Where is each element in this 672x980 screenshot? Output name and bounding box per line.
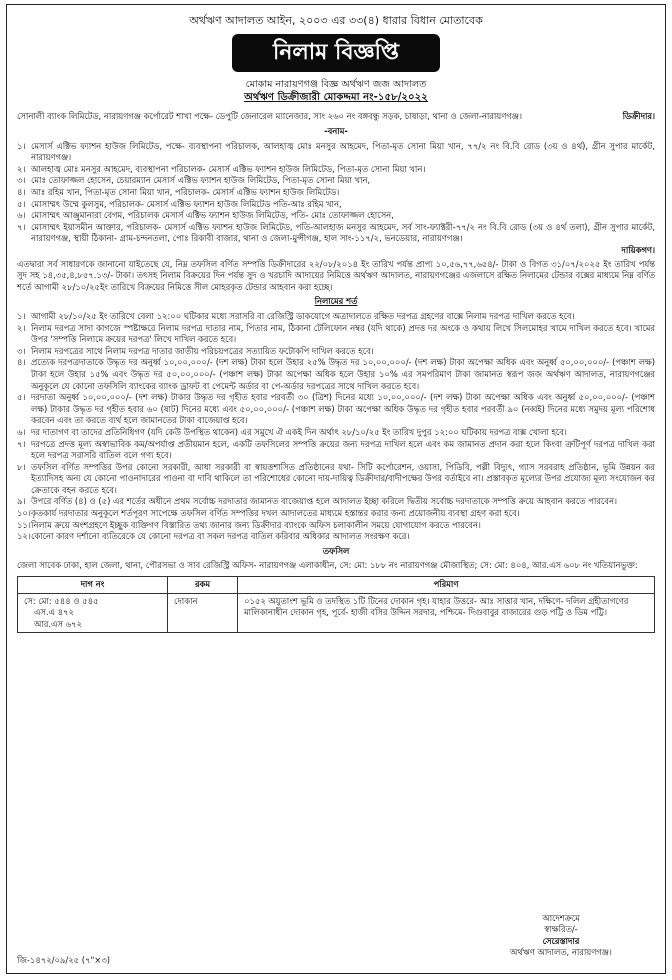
list-item: ৩। মোঃ তোফাজ্জল হোসেন, চেয়ারম্যান মেসার্স এক্টিভ ফ্যাশন হাউজ লিমিটেড, পিতা-মৃত সোনা মিয়া খান,	[17, 175, 371, 186]
list-item: ৮। তফসিল বর্ণিত সম্পত্তির উপর কোনো সরকারী, আধা সরকারী বা স্বায়ত্তশাসিত প্রতিষ্ঠানের যথা- সিটি কর্পোরেশন, ওয়াসা, পিডিবি, পল্লী বিদ্যুৎ, গ্যাস সরবরাহ প্রতিষ্ঠান, ভূমি উন্নয়ন কর ইত্যাদিসহ অন্য যে কোনো পাওনাদারের পাওনা বা দাবি থাকিলে তা পরিশোধের কোনো দায়-দায়িত্ব ডিক্রীদার/বাদীপক্ষের উপর বর্তাইবে না। প্রস্তাবকৃত মূল্যের উপর প্রযোজ্য মূল্য সংযোজন কর ক্রেতাকে বহন করতে হবে।	[17, 461, 655, 495]
list-item: ৪। আঃ রহিম খান, পিতা-মৃত সোনা মিয়া খান, পরিচালক- মেসার্স এক্টিভ ফ্যাশন হাউজ লিমিটেড।	[17, 187, 340, 198]
schedule-table	[17, 576, 655, 633]
debtors-list	[17, 141, 655, 245]
signature-block: আদেশক্রমে স্বাক্ষরিত/- সেরেস্তাদার অর্থঋণ আদালত, নারায়ণগঞ্জ।	[510, 912, 612, 958]
list-item: ৭। মোসাম্মৎ ইয়াসমীন আক্তার, পরিচালক- মেসার্স এক্টিভ ফ্যাশন হাউজ লিমিটেড, পতি-আলহাজ মনসুর আহমেদ, সর্ব সাং-ফ্যাক্টরী-৭৭/২ নং বি.বি রোড (৩য় ও ৪র্থ তলা), গ্রীন সুপার মার্কেট, নারায়ণগঞ্জ, স্থায়ী ঠিকানা- গ্রাম-চন্দনতলা, পোঃ রিকাবী বাজার, থানা ও জেলা-মুন্সীগঞ্জ, হাল সাং-১১৭/২, ভনডেয়ার, নারায়ণগঞ্জ।	[17, 221, 655, 244]
act-reference: অর্থঋণ আদালত আইন, ২০০৩ এর ৩৩(৪) ধারার বিধান মোতাবেক	[189, 14, 483, 27]
list-item: ১২। কোনো কারণ দর্শানো ব্যতিরেকে যে কোনো দরপত্র বা সকল দরপত্র বাতিল করিবার অধিকার আদালত সংরক্ষণ করে।	[17, 531, 410, 542]
header-amount: পরিমাণ	[238, 577, 655, 594]
conditions-list	[17, 311, 655, 543]
list-item: ৭। দরপত্রে প্রদত্ত মূল্য অস্বাভাবিক কম/অপর্যাপ্ত প্রতীয়মান হলে, একটি তফসিলের সম্পত্তি ক্রয়ের জন্য দরপত্র দাখিল হলে এবং কম জামানত প্রদান করা হলে কিংবা ত্রুটিপূর্ণ দরপত্র দাখিল করা হলে দরপত্র সরাসরি বাতিল বলে গণ্য হবে।	[17, 438, 655, 461]
list-item: ৪। প্রত্যেক দরপত্রদাতাকে উদ্ধৃত দর অনুর্ধ্ব ১০,০০,০০০/- (দশ লক্ষ) টাকা হলে উহার ২৫% উদ্ধৃত দর ১০,০০,০০০/- (দশ লক্ষ) টাকা অপেক্ষা অধিক এবং অনুর্ধ্ব ৫০,০০,০০০/- (পঞ্চাশ লক্ষ) টাকা হলে উহার ১৫% এবং উদ্ধৃত দর ৫০,০০,০০০/- (পঞ্চাশ লক্ষ) টাকা অপেক্ষা অধিক হলে উহার ১০% এর সমপরিমাণ টাকা জামানত স্বরূপ জজ অর্থঋণ আদালত, নারায়ণগঞ্জের অনুকূলে যে কোনো তফসিলি ব্যাংকের ব্যাংক ড্রাফট বা পেমেন্ট অর্ডার বা পে-অর্ডার দরপত্রের সাথে দাখিল করতে হবে।	[17, 357, 655, 391]
header-dag: দাগ নং	[18, 577, 168, 594]
list-item: ৯। উপরে বর্ণিত (৪) ও (৫) এর শর্তের অধীনে প্রথম সর্বোচ্চ দরদাতার জামানত বাজেয়াপ্ত হলে আদালত ইচ্ছা করিলে দ্বিতীয় সর্বোচ্চ দরদাতাকে সম্পত্তি ক্রয়ে আহবান করতে পারবেন।	[17, 496, 617, 507]
debtors-label: দায়িকগণ।	[621, 245, 655, 256]
list-item: ২। আলহাজ্ব মোঃ মনসুর আহমেদ, ব্যবস্থাপনা পরিচালক- মেসার্স এক্টিভ ফ্যাশন হাউজ লিমিটেড, পিতা-মৃত সোনা মিয়া খান।	[17, 163, 426, 174]
cell-kind: দোকান	[168, 593, 238, 633]
list-item: ১০। কৃতকার্য দরদাতার অনুকূলে শর্তপূরণ সাপেক্ষে তফসিল বর্ণিত সম্পত্তির দখল আদালতের মাধ্যমে হস্তান্তর করার জন্য প্রয়োজনীয় ব্যবস্থা গ্রহণ করা হবে।	[17, 508, 520, 519]
list-item: ৫। দরদাতা অনুর্ধ্ব ১০,০০,০০০/- (দশ লক্ষ) টাকার উদ্ধৃত দর গৃহীত হবার পরবর্তী ৩০ (ত্রিশ) দিনের মধ্যে ১০,০০,০০০/- (দশ লক্ষ) টাকা অপেক্ষা অধিক এবং অনুর্ধ্ব ৫০,০০,০০০/- (পঞ্চাশ লক্ষ) টাকার উদ্ধৃত দর গৃহীত হবার ৬০ (ষাট) দিনের মধ্যে এবং ৫০,০০,০০০/- (পঞ্চাশ লক্ষ) টাকা অপেক্ষা অধিক উদ্ধৃত দর গৃহীত হবার পরবর্তী ৯০ (নব্বই) দিনের মধ্যে সমুদয় মূল্য পরিশোধ করবেন এবং তা করতে ব্যর্থ হলে জামানতের টাকা বাজেয়াপ্ত হবে।	[17, 392, 655, 426]
decree-holder-text: সোনালী ব্যাংক লিমিটেড, নারায়ণগঞ্জ কর্পোরেট শাখা পক্ষে- ডেপুটি জেনারেল ম্যানেজার, সাং ২৬০ নং বঙ্গবন্ধু সড়ক, চাষাড়া, থানা ও জেলা-নারায়ণগঞ্জ।	[17, 111, 522, 122]
intro-paragraph: এতদ্বারা সর্ব সাধারণকে জানানো যাইতেছে যে, নিম্ন তফসিল বর্ণিত সম্পত্তি ডিক্রীদারের ২২/০৮/২০১৪ ইং তারিখ পর্যন্ত প্রাপ্য ১০,৫৬,৭৭,৬৫৪/- টাকা ও বিগত ৩১/০৭/২০২৫ ইং তারিখ পর্যন্ত সুদ সহ ১৪,৩৫,৪,৮৫৭.১৩/- টাকা। তৎসহ নিলাম বিক্রয়ের দিন পর্যন্ত সুদ ও খরচাদি আদায়ের নিমিত্তে অর্থঋণ আদালত, নারায়ণগঞ্জের এজলাসে রক্ষিত নিলামের টেন্ডার বক্সের মাধ্যমে নিম্ন বর্ণিত শর্তে আগামী ২৮/১০/২৫ইং তারিখে বিক্রয়ের নিমিত্তে সীল মোহরকৃত টেন্ডার আহবান করা হচ্ছে।	[17, 258, 655, 292]
list-item: ১। মেসার্স এক্টিভ ফ্যাশন হাউজ লিমিটেড, পক্ষে- ব্যবস্থাপনা পরিচালক, আলহাজ্ব মোঃ মনসুর আহমেদ, পিতা-মৃত সোনা মিয়া খান, ৭৭/২ নং বি.বি রোড (৩য় ও ৪র্থ), গ্রীন সুপার মার্কেট, নারায়ণগঞ্জ।	[17, 140, 655, 163]
table-header-row	[18, 577, 655, 594]
list-item: ১১। নিলাম ক্রয়ে অংশগ্রহণে ইচ্ছুক ব্যক্তিগণ বিস্তারিত তথ্য জানার জন্য ডিক্রীদার ব্যাংকে অফিস চলাকালীন সময়ে যোগাযোগ করতে পারবেন।	[17, 519, 481, 530]
list-item: ৬। মোসাম্মৎ আঞ্জুমানারা বেগম, পরিচালক মেসার্স এক্টিভ ফ্যাশন হাউজ লিমিটেড, পতি- মোঃ তোফাজ্জল হোসেন,	[17, 210, 394, 221]
notice-page	[6, 4, 666, 974]
table-row	[18, 593, 655, 633]
list-item: ৩। নিলাম দরপত্রের সাথে নিলাম দরপত্র দাতার জাতীয় পরিচয়পত্রের সত্যায়িত ফটোকপি দাখিল করতে হবে।	[17, 345, 374, 356]
decree-holder	[17, 111, 655, 123]
list-item: ৬। দর দাতাগণ বা তাদের প্রতিনিধিগণ (যদি কেউ উপস্থিত থাকেন) এর সমুখে ঐ একই দিন অর্থাৎ ২৮/১০/২৫ ইং তারিখ দুপুর ১২:০০ ঘটিকায় দরপত্র বাক্স খোলা হবে।	[17, 426, 567, 437]
header-kind: রকম	[168, 577, 238, 594]
versus-label: -বনাম-	[324, 126, 348, 137]
list-item: ২। নিলাম দরপত্র সাদা কাগজে স্পষ্টাক্ষরে নিলাম দরপত্র দাতার নাম, পিতার নাম, ঠিকানা টেলিফোন নম্বর (যদি থাকে) প্রদত্ত দর অংকে ও কথায় লিখে সিলমোহর খামে দাখিল করতে হবে। খামের উপর 'সম্পত্তি নিলামে ক্রয়ের দরপত্র' লিখে দাখিল করতে হবে।	[17, 322, 655, 345]
list-item: ১। আগামী ২৮/১০/২৫ ইং তারিখে বেলা ১২:০০ ঘটিকার মধ্যে সরাসরি বা রেজিস্ট্রি ডাকযোগে অত্রাদালতে রক্ষিত দরপত্র গ্রহণের বাক্সে নিলাম দরপত্র দাখিল করতে হবে।	[17, 310, 575, 321]
cell-amount: ০১৫২ অযুতাংশ ভূমি ও তদস্থিত ১টি টিনের দোকান গৃহ। যাহার উত্তরে- আঃ সাত্তার খান, দক্ষিণে- দলিল গ্রহীতাগণের মালিকানাধীন দোকান গৃহ, পূর্বে- হাজী বসির উদ্দিন সরদার, পশ্চিমে- দিগুবাবুর বাজারের গুড় পট্টি ও ডিম পট্টি।	[238, 593, 655, 633]
notice-banner: নিলাম বিজ্ঞপ্তি	[232, 34, 440, 72]
cell-dag: সে: মো: ৫৪৪ ও ৫৪৫ এস.এ ৪৭২ আর.এস ৬৭২	[18, 593, 168, 633]
schedule-title: তফসিল	[322, 545, 350, 556]
list-item: ৫। মোসাম্মৎ উম্মে কুলসুম, পরিচালক- মেসার্স এক্টিভ ফ্যাশন হাউজ লিমিটেড পতি-আঃ রহিম খান,	[17, 198, 342, 209]
court-name: মোকাম নারায়ণগঞ্জ বিজ্ঞ অর্থঋণ জজ আদালত	[245, 79, 427, 91]
decree-holder-label: ডিক্রীদার।	[622, 111, 655, 122]
schedule-text: জেলা সাবেক ঢাকা, হাল জেলা, থানা, পৌরসভা ও সাব রেজিস্ট্রি অফিস- নারায়ণগঞ্জ এলাকাধীন, সে: মো: ১৮৮ নং নারায়ণগঞ্জ মৌজাস্থিত; সে: মো: ৪০৪, আর.এস ৬০৮ নং খতিয়ানভুক্ত:	[17, 560, 638, 571]
case-number: অর্থঋণ ডিক্রীজারী মোকদ্দমা নং-১৫৮/২০২২	[244, 92, 428, 104]
conditions-title: নিলামের শর্ত	[314, 296, 358, 307]
reference-number: জি-১৪৭২/০৯/২৫ (৭"×৩)	[17, 955, 111, 966]
